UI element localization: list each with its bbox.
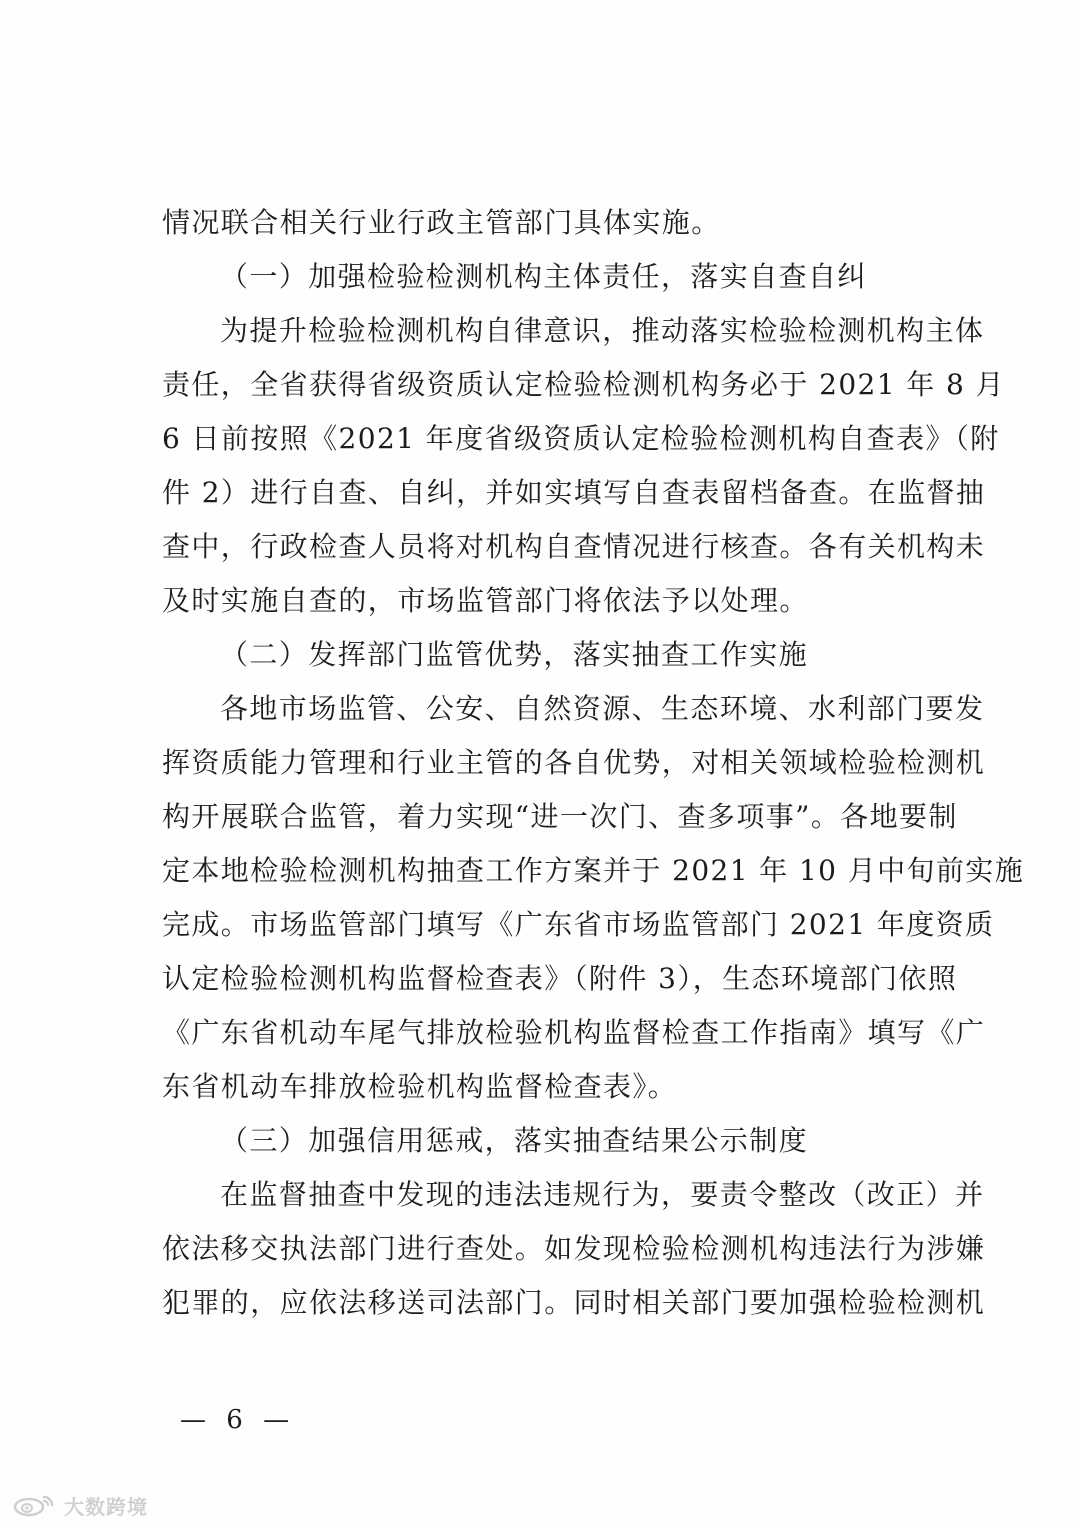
body-line: 完成。市场监管部门填写《广东省市场监管部门 2021 年度资质 (162, 908, 995, 941)
watermark (12, 1491, 148, 1519)
watermark-text: 大数跨境 (64, 1494, 148, 1519)
body-line: 责任，全省获得省级资质认定检验检测机构务必于 2021 年 8 月 (162, 368, 1005, 401)
body-line: 挥资质能力管理和行业主管的各自优势，对相关领域检验检测机 (162, 746, 986, 779)
section-heading: （三）加强信用惩戒，落实抽查结果公示制度 (220, 1124, 809, 1157)
body-line: 件 2）进行自查、自纠，并如实填写自查表留档备查。在监督抽 (162, 476, 986, 509)
paragraph-first-line: 在监督抽查中发现的违法违规行为，要责令整改（改正）并 (220, 1178, 985, 1211)
body-line: 及时实施自查的，市场监管部门将依法予以处理。 (162, 584, 809, 617)
section-heading: （一）加强检验检测机构主体责任，落实自查自纠 (220, 260, 867, 293)
paragraph-first-line: 各地市场监管、公安、自然资源、生态环境、水利部门要发 (220, 692, 985, 725)
page-number: — 6 — (180, 1405, 296, 1435)
section-heading: （二）发挥部门监管优势，落实抽查工作实施 (220, 638, 809, 671)
body-line: 《广东省机动车尾气排放检验机构监督检查工作指南》填写《广 (162, 1016, 986, 1049)
body-line: 定本地检验检测机构抽查工作方案并于 2021 年 10 月中旬前实施 (162, 854, 1025, 887)
body-line: 构开展联合监管，着力实现“进一次门、查多项事”。各地要制 (162, 800, 958, 833)
body-line: 情况联合相关行业行政主管部门具体实施。 (162, 206, 721, 239)
body-line: 认定检验检测机构监督检查表》（附件 3），生态环境部门依照 (162, 962, 958, 995)
body-line: 查中，行政检查人员将对机构自查情况进行核查。各有关机构未 (162, 530, 986, 563)
document-body (162, 196, 1025, 1330)
body-line: 6 日前按照《2021 年度省级资质认定检验检测机构自查表》（附 (162, 422, 1000, 455)
weibo-logo-icon (12, 1493, 56, 1517)
body-line: 依法移交执法部门进行查处。如发现检验检测机构违法行为涉嫌 (162, 1232, 986, 1265)
body-line: 犯罪的，应依法移送司法部门。同时相关部门要加强检验检测机 (162, 1286, 986, 1319)
body-line: 东省机动车排放检验机构监督检查表》。 (162, 1070, 678, 1103)
paragraph-first-line: 为提升检验检测机构自律意识，推动落实检验检测机构主体 (220, 314, 985, 347)
